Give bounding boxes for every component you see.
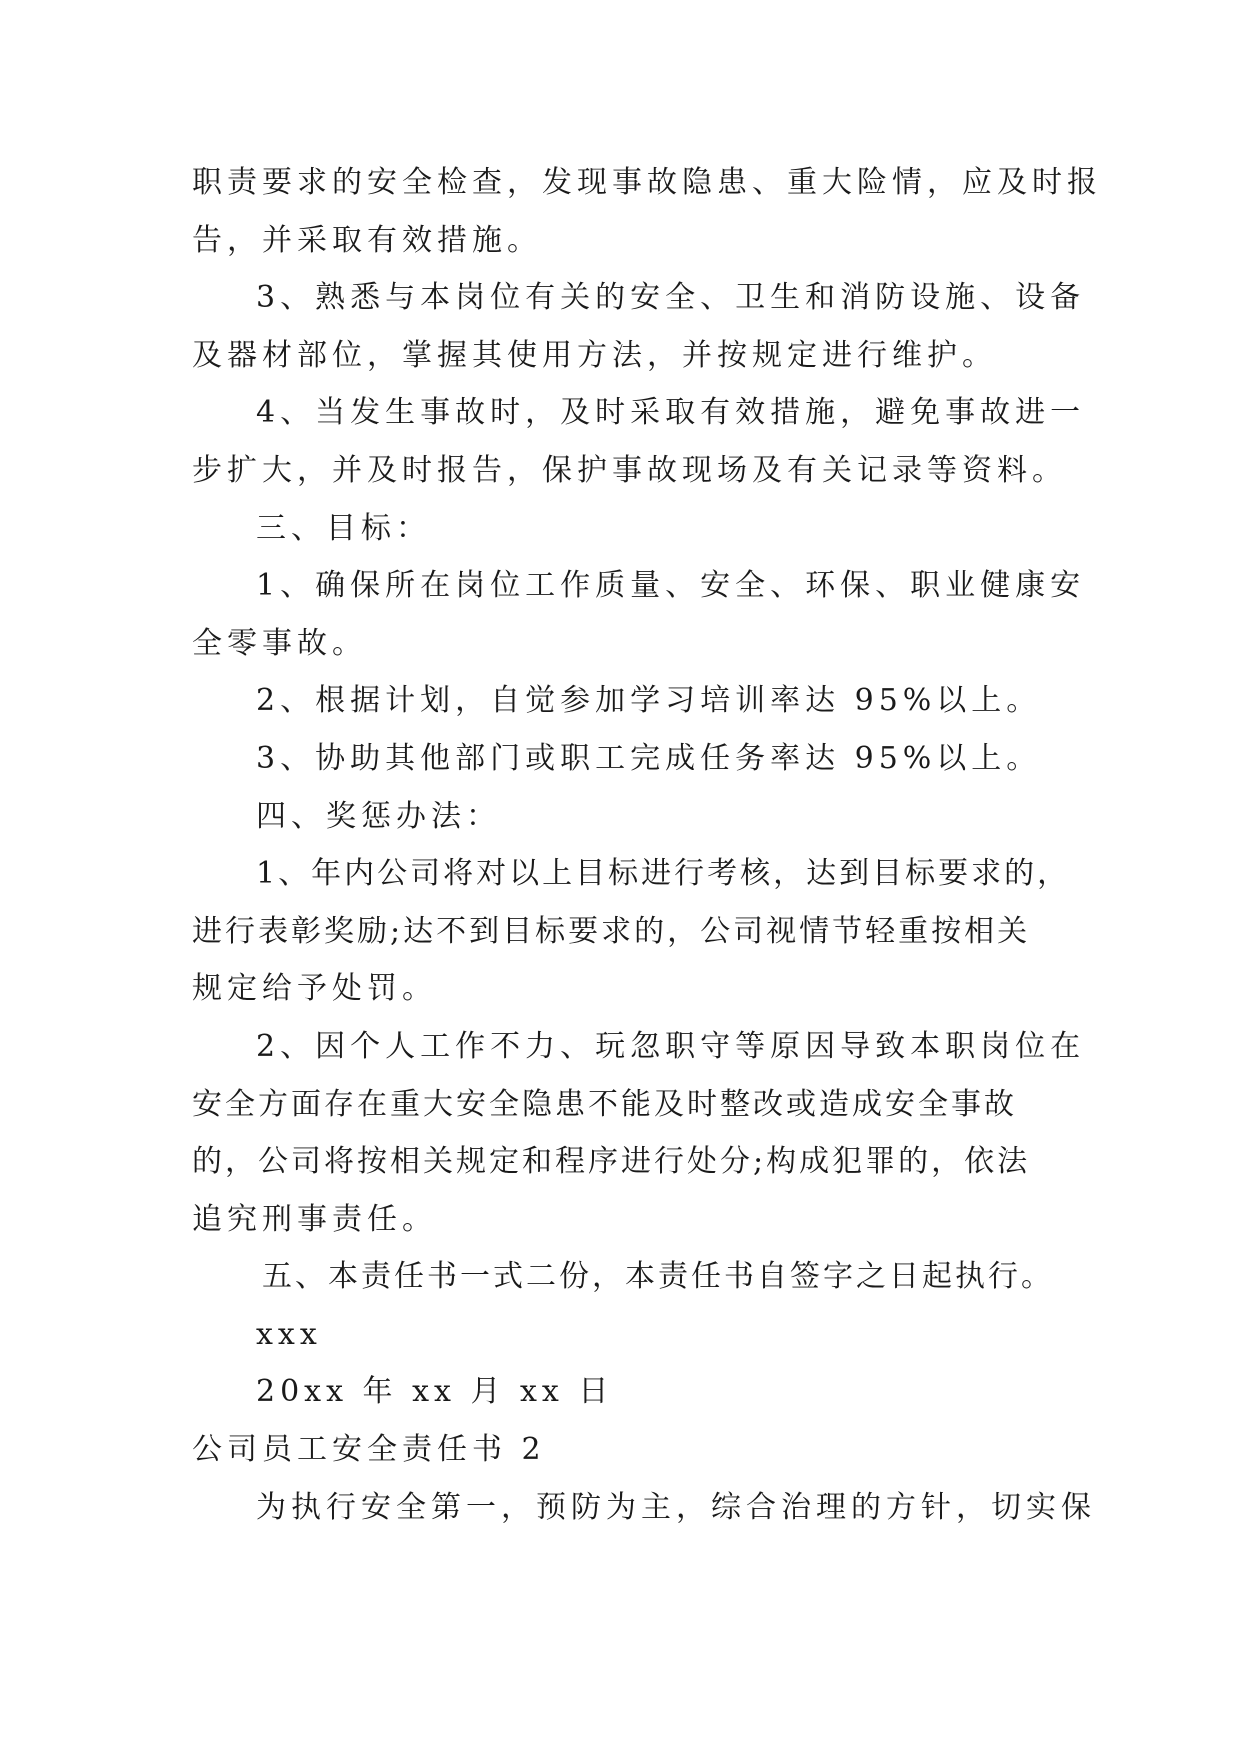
signatory: xxx (256, 1316, 322, 1352)
document-title: 公司员工安全责任书 2 (192, 1432, 546, 1468)
section-heading: 四、奖惩办法： (256, 798, 501, 834)
text-line: 及器材部位，掌握其使用方法，并按规定进行维护。 (192, 337, 997, 373)
list-item: 1、确保所在岗位工作质量、安全、环保、职业健康安 (256, 568, 1086, 604)
text-line: 全零事故。 (192, 625, 367, 661)
document-body (192, 154, 1102, 1536)
text-line: 规定给予处罚。 (192, 971, 437, 1007)
list-item: 2、根据计划，自觉参加学习培训率达 95%以上。 (256, 683, 1042, 719)
list-item: 3、协助其他部门或职工完成任务率达 95%以上。 (256, 740, 1042, 776)
list-item: 3、熟悉与本岗位有关的安全、卫生和消防设施、设备 (256, 280, 1086, 316)
section-heading: 三、目标： (256, 510, 431, 546)
list-item: 2、因个人工作不力、玩忽职守等原因导致本职岗位在 (256, 1028, 1086, 1064)
list-item: 4、当发生事故时，及时采取有效措施，避免事故进一 (256, 395, 1086, 431)
text-line: 告，并采取有效措施。 (192, 222, 542, 258)
section-heading: 五、本责任书一式二份，本责任书自签字之日起执行。 (262, 1259, 1054, 1295)
date-line: 20xx 年 xx 月 xx 日 (256, 1374, 614, 1410)
text-line: 职责要求的安全检查，发现事故隐患、重大险情，应及时报 (192, 165, 1102, 200)
text-line: 安全方面存在重大安全隐患不能及时整改或造成安全事故 (192, 1086, 1017, 1122)
text-line: 进行表彰奖励;达不到目标要求的，公司视情节轻重按相关 (192, 913, 1031, 949)
text-line: 步扩大，并及时报告，保护事故现场及有关记录等资料。 (192, 452, 1067, 488)
list-item: 1、年内公司将对以上目标进行考核，达到目标要求的， (256, 856, 1071, 892)
text-line: 追究刑事责任。 (192, 1201, 437, 1237)
text-line: 为执行安全第一，预防为主，综合治理的方针，切实保 (256, 1489, 1096, 1525)
text-line: 的，公司将按相关规定和程序进行处分;构成犯罪的，依法 (192, 1144, 1031, 1180)
